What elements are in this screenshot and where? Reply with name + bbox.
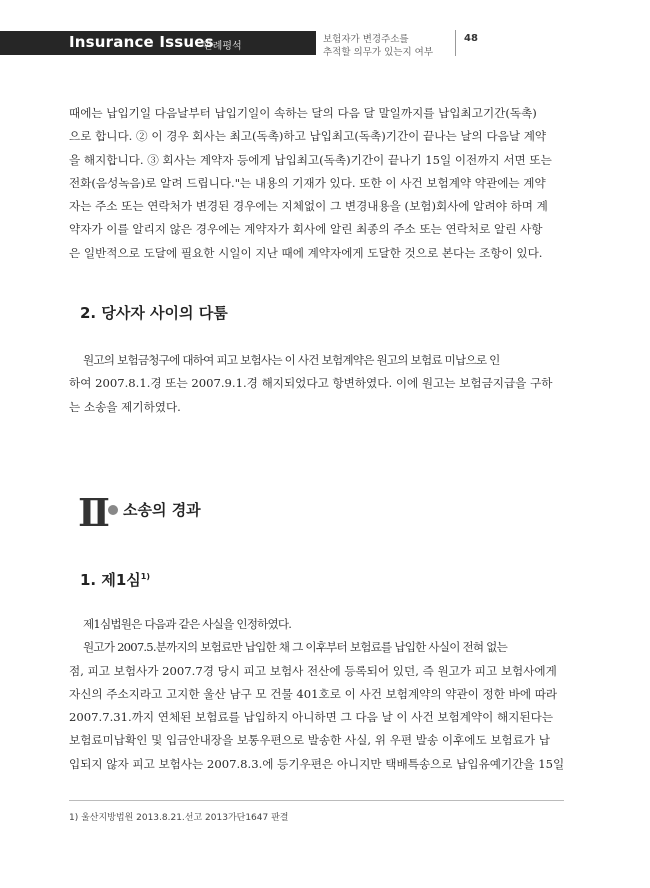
section-title: 소송의 경과 xyxy=(123,501,201,519)
subheading-text: 1. 제1심 xyxy=(80,571,141,589)
text-line: 약자가 이를 알리지 않은 경우에는 계약자가 회사에 알린 최종의 주소 또는 연락처로 알린 사항 xyxy=(69,222,543,237)
footnote: 1) 울산지방법원 2013.8.21.선고 2013가단1647 판결 xyxy=(69,813,289,823)
paragraph-dispute xyxy=(69,349,564,419)
footnote-divider xyxy=(69,800,564,801)
section-label: 판례평석 xyxy=(203,41,242,52)
text-line: 제1심법원은 다음과 같은 사실을 인정하였다. xyxy=(83,617,292,631)
bullet-dot-icon xyxy=(108,505,118,515)
subheading-dispute: 2. 당사자 사이의 다툼 xyxy=(80,304,228,322)
text-line: 는 소송을 제기하였다. xyxy=(69,399,181,414)
text-line: 보험료미납확인 및 입금안내장을 보통우편으로 발송한 사실, 위 우편 발송 이후에도 보험료가 납 xyxy=(69,733,551,748)
article-title-line: 보험자가 변경주소를 xyxy=(323,34,409,45)
text-line: 으로 합니다. ② 이 경우 회사는 최고(독촉)하고 납입최고(독촉)기간이 끝나는 날의 다음날 계약 xyxy=(69,129,547,144)
text-line: 자신의 주소지라고 고지한 울산 남구 모 건물 401호로 이 사건 보험계약의 약관이 정한 바에 따라 xyxy=(69,686,558,701)
article-title xyxy=(323,33,433,59)
text-line: 점, 피고 보험사가 2007.7경 당시 피고 보험사 전산에 등록되어 있던, 즉 원고가 피고 보험사에게 xyxy=(69,663,557,678)
paragraph-policy-terms xyxy=(69,102,564,265)
text-line: 은 일반적으로 도달에 필요한 시일이 지난 때에 계약자에게 도달한 것으로 본다는 조항이 있다. xyxy=(69,245,543,260)
page-number: 48 xyxy=(464,33,478,44)
text-line: 하여 2007.8.1.경 또는 2007.9.1.경 해지되었다고 항변하였다. 이에 원고는 보험금지급을 구하 xyxy=(69,376,553,391)
paragraph-findings xyxy=(69,613,564,776)
section-numeral: Ⅱ xyxy=(78,490,109,535)
text-line: 원고가 2007.5.분까지의 보험료만 납입한 채 그 이후부터 보험료를 납입한 사실이 전혀 없는 xyxy=(83,640,507,655)
footnote-marker: 1) xyxy=(140,572,151,581)
article-title-line: 추적할 의무가 있는지 여부 xyxy=(323,47,434,58)
text-line: 입되지 않자 피고 보험사는 2007.8.3.에 등기우편은 아니지만 택배특송으로 납입유예기간을 15일 xyxy=(69,756,565,771)
text-line: 자는 주소 또는 연락처가 변경된 경우에는 지체없이 그 변경내용을 (보험)회사에 알려야 하며 계 xyxy=(69,199,548,214)
text-line: 전화(음성녹음)로 알려 드립니다."는 내용의 기재가 있다. 또한 이 사건 보험계약 약관에는 계약 xyxy=(69,175,546,190)
header-divider xyxy=(455,30,456,56)
text-line: 때에는 납입기일 다음날부터 납입기일이 속하는 달의 다음 달 말일까지를 납입최고기간(독촉) xyxy=(69,106,537,120)
text-line: 원고의 보험금청구에 대하여 피고 보험사는 이 사건 보험계약은 원고의 보험료 미납으로 인 xyxy=(83,353,500,367)
journal-title: Insurance Issues xyxy=(69,33,214,51)
text-line: 2007.7.31.까지 연체된 보험료를 납입하지 아니하면 그 다음 날 이 사건 보험계약이 해지된다는 xyxy=(69,710,554,725)
subheading-first-instance xyxy=(80,569,150,590)
text-line: 을 해지합니다. ③ 회사는 계약자 등에게 납입최고(독촉)기간이 끝나기 15일 이전까지 서면 또는 xyxy=(69,152,552,167)
